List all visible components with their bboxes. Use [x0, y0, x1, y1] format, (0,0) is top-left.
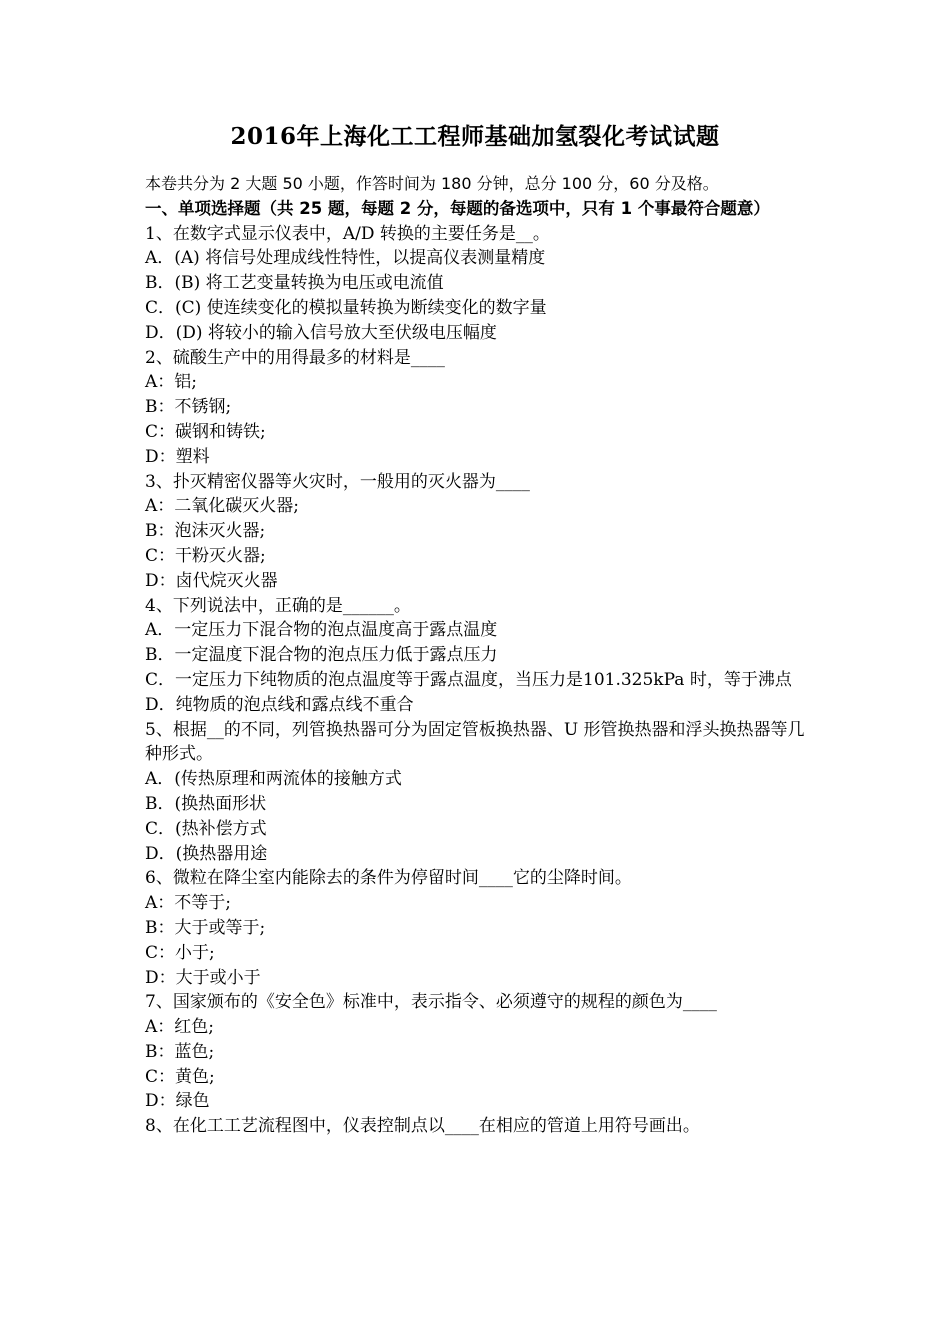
option-a: A．(A) 将信号处理成线性特性，以提高仪表测量精度	[145, 248, 546, 269]
option-d: D：卤代烷灭火器	[145, 570, 278, 591]
option-d: D．(换热器用途	[145, 843, 268, 864]
option-c: C．(热补偿方式	[145, 818, 267, 839]
question-7	[145, 990, 815, 1114]
option-b: B．(换热面形状	[145, 793, 267, 814]
question-5	[145, 718, 815, 867]
option-c: C：小于;	[145, 942, 215, 963]
question-2	[145, 346, 815, 470]
question-3	[145, 470, 815, 594]
question-stem: 1、在数字式显示仪表中，A/D 转换的主要任务是__。	[145, 223, 550, 244]
option-b: B：蓝色;	[145, 1041, 215, 1062]
option-a: A．一定压力下混合物的泡点温度高于露点温度	[145, 620, 498, 641]
option-a: A：红色;	[145, 1017, 215, 1038]
question-stem: 8、在化工工艺流程图中，仪表控制点以____在相应的管道上用符号画出。	[145, 1116, 700, 1137]
exam-intro: 本卷共分为 2 大题 50 小题，作答时间为 180 分钟，总分 100 分，60 分及格。	[145, 174, 719, 193]
option-c: C：黄色;	[145, 1066, 215, 1087]
question-6	[145, 866, 815, 990]
question-stem: 7、国家颁布的《安全色》标准中，表示指令、必须遵守的规程的颜色为____	[145, 992, 717, 1013]
option-a: A．(传热原理和两流体的接触方式	[145, 769, 402, 790]
question-stem: 6、微粒在降尘室内能除去的条件为停留时间____它的尘降时间。	[145, 868, 632, 889]
option-b: B．一定温度下混合物的泡点压力低于露点压力	[145, 645, 498, 666]
option-d: D．(D) 将较小的输入信号放大至伏级电压幅度	[145, 322, 497, 343]
option-b: B．(B) 将工艺变量转换为电压或电流值	[145, 273, 444, 294]
option-d: D：绿色	[145, 1091, 210, 1112]
question-8	[145, 1114, 815, 1139]
question-stem: 4、下列说法中，正确的是______。	[145, 595, 411, 616]
option-a: A：二氧化碳灭火器;	[145, 496, 300, 517]
option-b: B：泡沫灭火器;	[145, 521, 266, 542]
option-c: C：碳钢和铸铁;	[145, 421, 266, 442]
option-c: C：干粉灭火器;	[145, 545, 266, 566]
question-stem: 3、扑灭精密仪器等火灾时，一般用的灭火器为____	[145, 471, 530, 492]
option-c: C．(C) 使连续变化的模拟量转换为断续变化的数字量	[145, 297, 547, 318]
option-b: B：大于或等于;	[145, 917, 266, 938]
question-stem: 5、根据__的不同，列管换热器可分为固定管板换热器、U 形管换热器和浮头换热器等几种形式。	[145, 719, 805, 765]
option-d: D．纯物质的泡点线和露点线不重合	[145, 694, 414, 715]
question-4	[145, 594, 815, 718]
document-body	[145, 172, 815, 1139]
section-heading: 一、单项选择题（共 25 题，每题 2 分，每题的备选项中，只有 1 个事最符合题意）	[145, 198, 770, 218]
question-stem: 2、硫酸生产中的用得最多的材料是____	[145, 347, 445, 368]
document-title: 2016年上海化工工程师基础加氢裂化考试试题	[230, 123, 720, 150]
option-d: D：塑料	[145, 446, 210, 467]
question-1	[145, 222, 815, 346]
option-b: B：不锈钢;	[145, 397, 232, 418]
option-a: A：铝;	[145, 372, 198, 393]
option-a: A：不等于;	[145, 893, 232, 914]
option-c: C．一定压力下纯物质的泡点温度等于露点温度，当压力是101.325kPa 时，等于沸点	[145, 669, 792, 690]
option-d: D：大于或小于	[145, 967, 261, 988]
